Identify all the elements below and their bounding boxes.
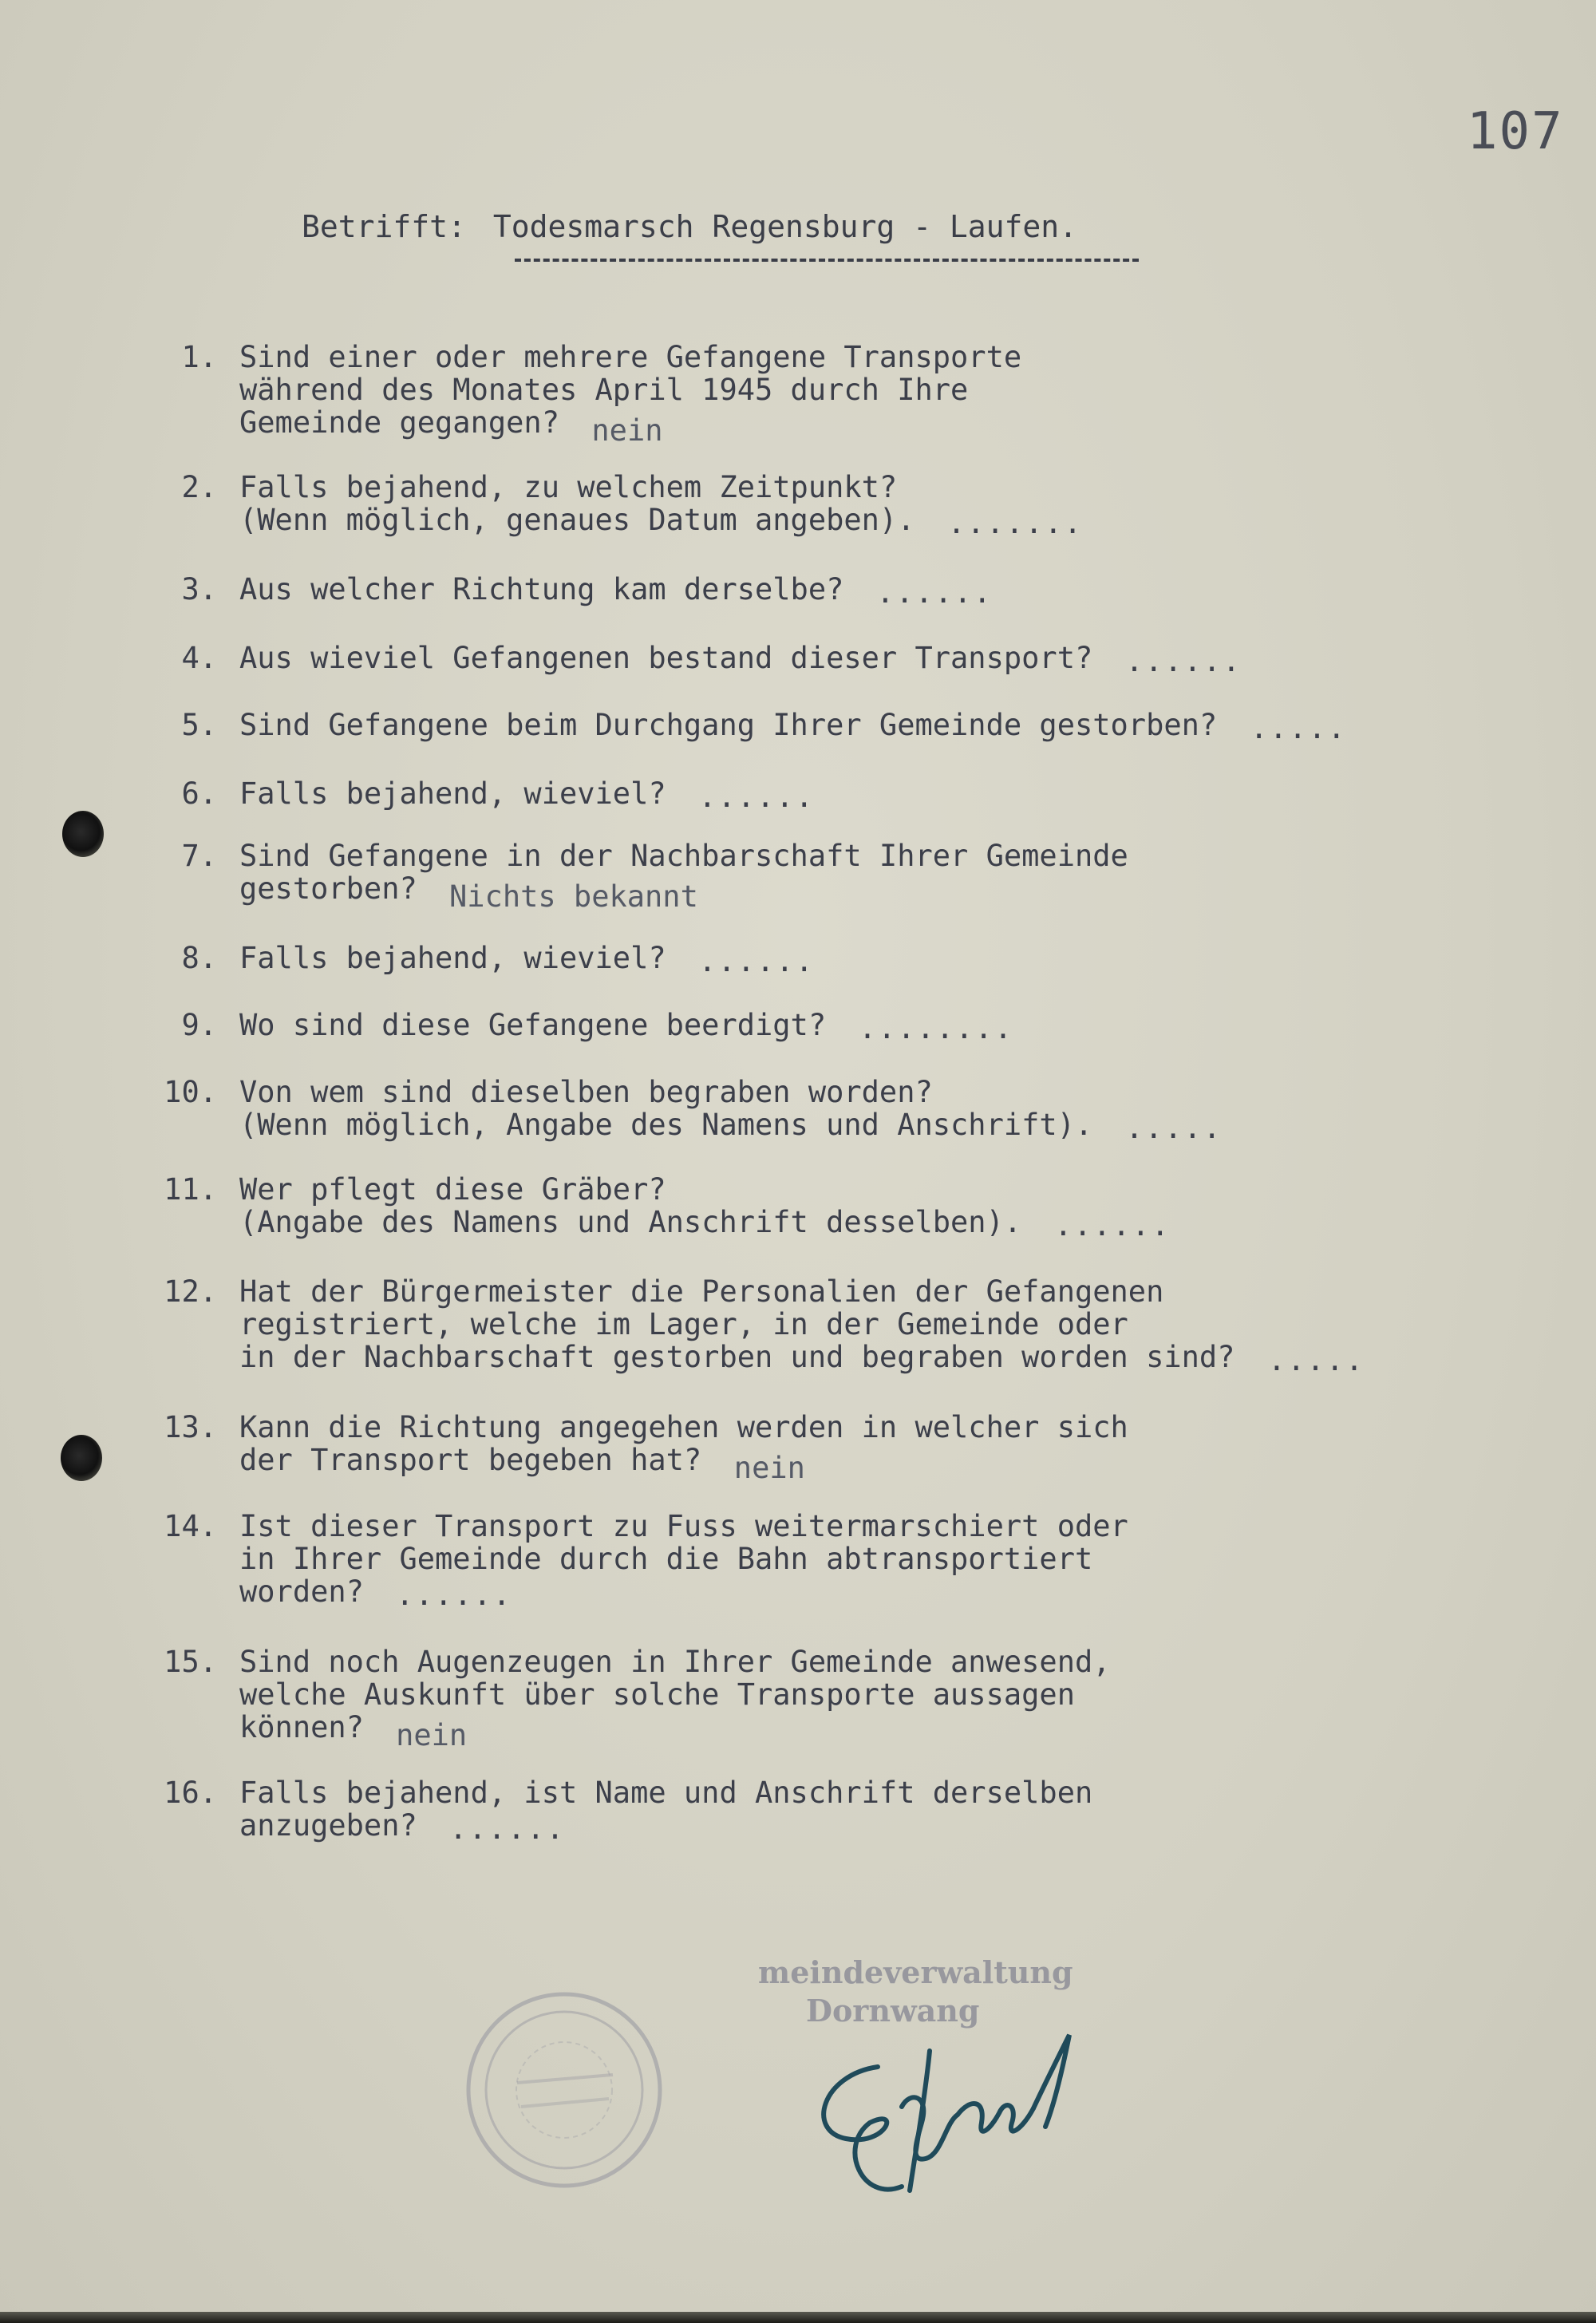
question-text-line: (Angabe des Namens und Anschrift desselben). bbox=[239, 1205, 1022, 1239]
question-number: 2. bbox=[181, 470, 217, 504]
question-text-line: Wo sind diese Gefangene beerdigt? bbox=[239, 1008, 827, 1042]
question-text-line: in der Nachbarschaft gestorben und begraben worden sind? bbox=[239, 1340, 1235, 1374]
dotted-answer-blank: ...... bbox=[1054, 1208, 1171, 1242]
dotted-answer-blank: ...... bbox=[698, 780, 815, 814]
scan-bottom-edge bbox=[0, 2312, 1596, 2323]
question-text-line: (Wenn möglich, Angabe des Namens und Anschrift). bbox=[239, 1108, 1093, 1142]
question-number: 9. bbox=[181, 1008, 217, 1042]
question-number: 16. bbox=[164, 1776, 217, 1810]
question-text-line: Aus welcher Richtung kam derselbe? bbox=[239, 572, 844, 606]
dotted-answer-blank: ...... bbox=[698, 944, 815, 978]
dotted-answer-blank: ..... bbox=[1125, 1111, 1223, 1145]
question-text-line: Falls bejahend, zu welchem Zeitpunkt? bbox=[239, 470, 898, 504]
page-number: 107 bbox=[1467, 102, 1564, 161]
question-text-line: Kann die Richtung angegehen werden in welcher sich bbox=[239, 1410, 1128, 1444]
punch-hole-top bbox=[62, 811, 104, 857]
question-number: 12. bbox=[164, 1274, 217, 1309]
official-seal bbox=[461, 1987, 667, 2193]
question-number: 13. bbox=[164, 1410, 217, 1444]
question-text-line: Von wem sind dieselben begraben worden? bbox=[239, 1075, 933, 1109]
subject-label: Betrifft: bbox=[302, 209, 466, 244]
dotted-answer-blank: ........ bbox=[858, 1011, 1014, 1045]
question-text-line: Hat der Bürgermeister die Personalien der Gefangenen bbox=[239, 1274, 1164, 1309]
dotted-answer-blank: ...... bbox=[1125, 644, 1242, 678]
question-number: 11. bbox=[164, 1172, 217, 1207]
question-text-line: Gemeinde gegangen? bbox=[239, 405, 559, 440]
stamp-line-1: meindeverwaltung bbox=[758, 1954, 1073, 1990]
question-text-line: welche Auskunft über solche Transporte aussagen bbox=[239, 1677, 1075, 1712]
question-text-line: Sind Gefangene beim Durchgang Ihrer Gemeinde gestorben? bbox=[239, 708, 1218, 742]
dotted-answer-blank: ...... bbox=[449, 1811, 566, 1846]
handwritten-answer: nein bbox=[733, 1451, 805, 1485]
question-text-line: Aus wieviel Gefangenen bestand dieser Transport? bbox=[239, 641, 1093, 675]
question-text-line: gestorben? bbox=[239, 871, 417, 906]
question-text-line: Falls bejahend, wieviel? bbox=[239, 941, 666, 975]
dotted-answer-blank: ....... bbox=[947, 506, 1084, 540]
subject-title: Todesmarsch Regensburg - Laufen. bbox=[492, 209, 1077, 244]
handwritten-answer: Nichts bekannt bbox=[449, 879, 698, 914]
question-text-line: Ist dieser Transport zu Fuss weitermarschiert oder bbox=[239, 1509, 1128, 1543]
handwritten-answer: nein bbox=[591, 413, 663, 448]
question-text-line: Falls bejahend, wieviel? bbox=[239, 776, 666, 811]
subject-line bbox=[302, 209, 1077, 244]
question-text-line: registriert, welche im Lager, in der Gemeinde oder bbox=[239, 1307, 1128, 1341]
question-number: 6. bbox=[181, 776, 217, 811]
question-text-line: Wer pflegt diese Gräber? bbox=[239, 1172, 666, 1207]
punch-hole-bottom bbox=[61, 1435, 102, 1481]
dotted-answer-blank: ..... bbox=[1250, 711, 1347, 745]
question-number: 5. bbox=[181, 708, 217, 742]
question-number: 1. bbox=[181, 340, 217, 374]
question-text-line: Falls bejahend, ist Name und Anschrift derselben bbox=[239, 1776, 1093, 1810]
dotted-answer-blank: ...... bbox=[396, 1578, 512, 1612]
question-number: 8. bbox=[181, 941, 217, 975]
question-text-line: der Transport begeben hat? bbox=[239, 1443, 702, 1477]
question-number: 14. bbox=[164, 1509, 217, 1543]
handwritten-answer: nein bbox=[396, 1718, 468, 1752]
question-text-line: während des Monates April 1945 durch Ihre bbox=[239, 373, 969, 407]
dotted-answer-blank: ...... bbox=[876, 575, 993, 610]
subject-underline bbox=[515, 259, 1139, 266]
question-number: 10. bbox=[164, 1075, 217, 1109]
question-text-line: Sind einer oder mehrere Gefangene Transporte bbox=[239, 340, 1022, 374]
question-text-line: (Wenn möglich, genaues Datum angeben). bbox=[239, 503, 915, 537]
question-text-line: Sind noch Augenzeugen in Ihrer Gemeinde anwesend, bbox=[239, 1645, 1111, 1679]
stamp-line-2: Dornwang bbox=[806, 1993, 980, 2029]
question-number: 4. bbox=[181, 641, 217, 675]
question-text-line: können? bbox=[239, 1710, 364, 1744]
question-number: 15. bbox=[164, 1645, 217, 1679]
signature bbox=[790, 2019, 1093, 2210]
question-text-line: Sind Gefangene in der Nachbarschaft Ihrer Gemeinde bbox=[239, 839, 1128, 873]
dotted-answer-blank: ..... bbox=[1267, 1343, 1365, 1377]
question-text-line: worden? bbox=[239, 1574, 364, 1609]
question-text-line: anzugeben? bbox=[239, 1808, 417, 1843]
question-number: 7. bbox=[181, 839, 217, 873]
question-text-line: in Ihrer Gemeinde durch die Bahn abtransportiert bbox=[239, 1542, 1093, 1576]
question-number: 3. bbox=[181, 572, 217, 606]
